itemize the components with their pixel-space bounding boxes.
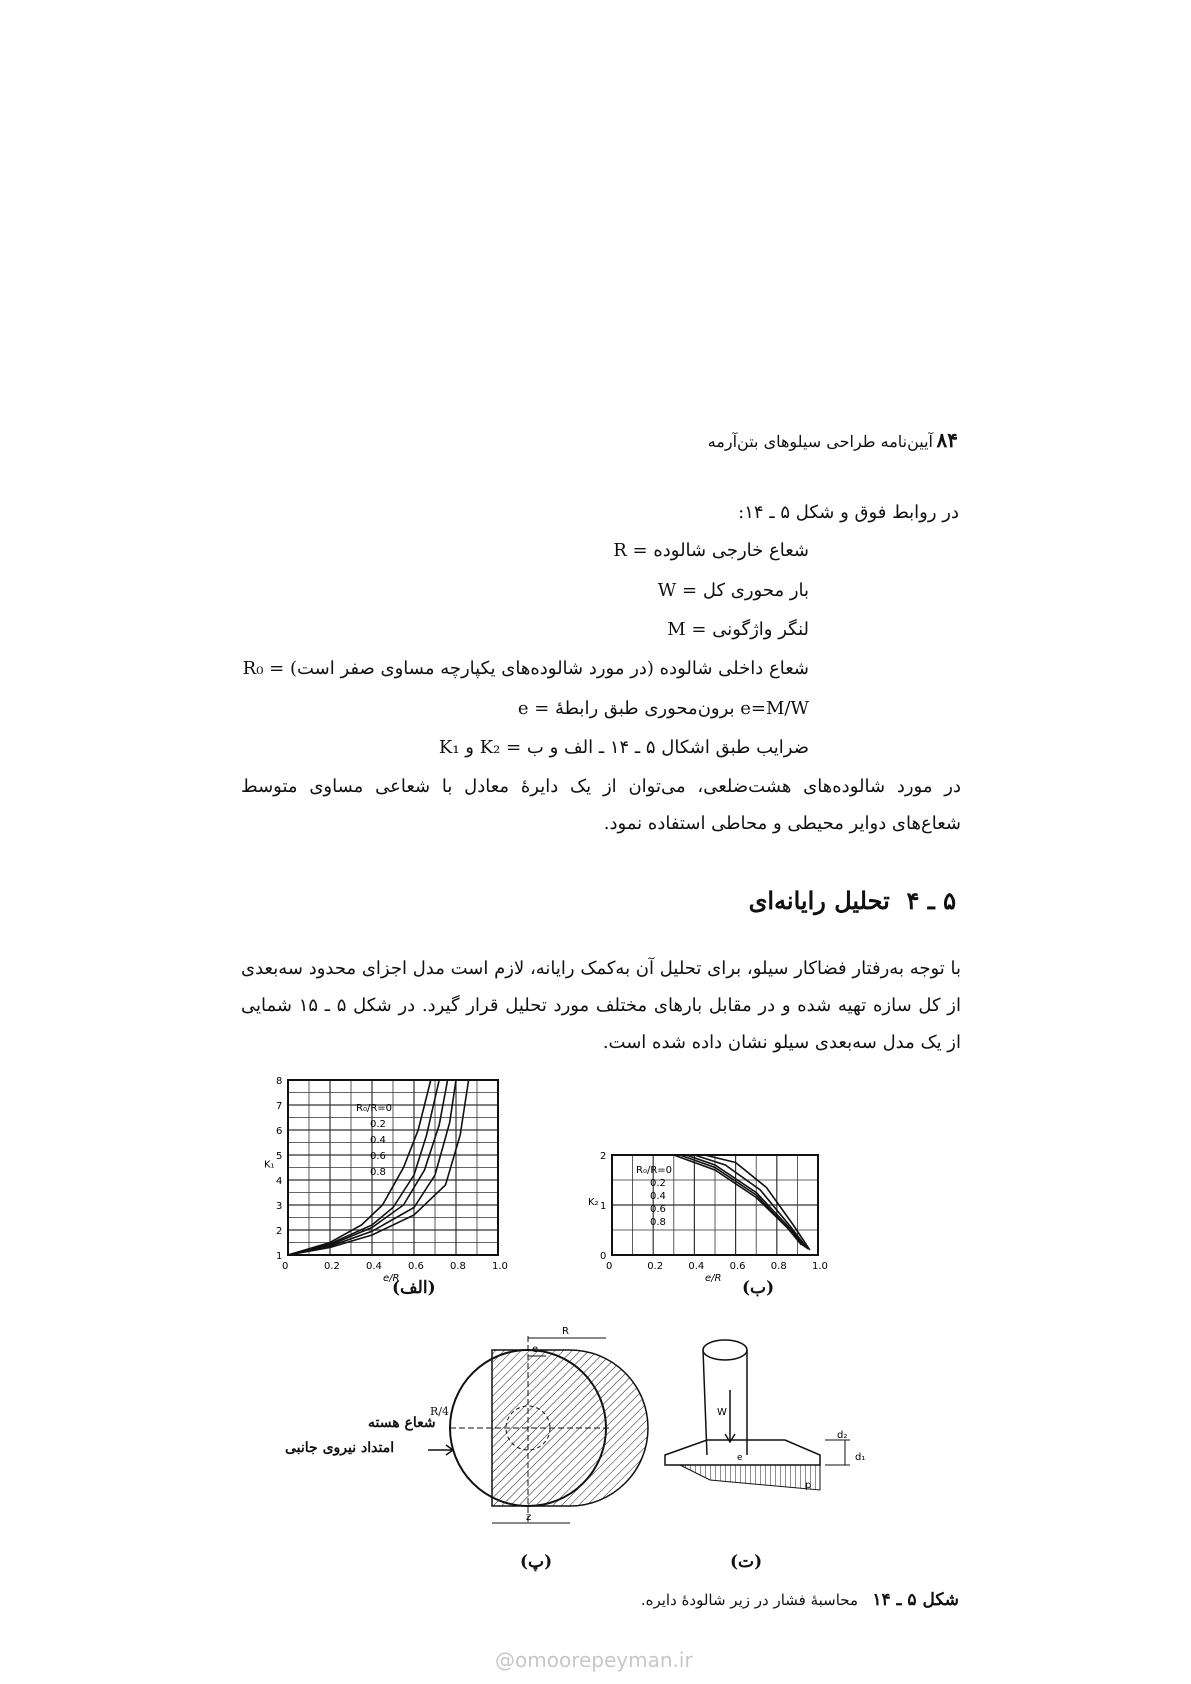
x-tick-label: 0.8 <box>770 1261 787 1272</box>
label-e: e <box>737 1453 743 1463</box>
at-icon: @ <box>495 1648 515 1672</box>
x-tick-label: 0.8 <box>450 1261 466 1272</box>
y-tick-label: 7 <box>276 1101 283 1112</box>
running-header-title: آیین‌نامه طراحی سیلوهای بتن‌آرمه <box>707 432 933 451</box>
figure-caption <box>641 1590 959 1610</box>
definition-K: K₁ و K₂ = ضرایب طبق اشکال ۵ ـ ۱۴ ـ الف و ب <box>438 737 809 758</box>
x-tick-label: 0 <box>282 1261 289 1272</box>
chart-k2 <box>588 1135 870 1300</box>
footing-section-diagram <box>665 1330 880 1525</box>
y-tick-label: 8 <box>276 1076 283 1087</box>
x-tick-label: 0.2 <box>324 1261 340 1272</box>
legend-label: R₀/R=0 <box>636 1165 673 1176</box>
panel-label-d: (ت) <box>730 1552 763 1572</box>
y-tick-label: 4 <box>276 1176 283 1187</box>
x-tick-label: 1.0 <box>492 1261 508 1272</box>
paragraph-octagonal: در مورد شالوده‌های هشت‌ضلعی، می‌توان از یک دایرهٔ معادل با شعاعی مساوی متوسط شعاع‌های دوایر محیطی و محاطی استفاده نمود. <box>241 776 961 834</box>
lateral-force-annotation: امتداد نیروی جانبی <box>285 1440 395 1456</box>
section-number: ۵ ـ ۴ <box>906 886 956 915</box>
y-tick-label: 0 <box>600 1251 607 1262</box>
y-tick-label: 3 <box>276 1201 283 1212</box>
definition-e: e = برون‌محوری طبق رابطهٔ e=M/W <box>517 698 809 719</box>
lateral-arrow-icon <box>426 1440 456 1460</box>
label-p: p <box>805 1480 812 1491</box>
x-tick-label: 0.6 <box>408 1261 424 1272</box>
paragraph-computer-analysis: با توجه به‌رفتار فضاکار سیلو، برای تحلیل آن به‌کمک رایانه، لازم است مدل اجزای محدود سه‌بعدی از کل سازه تهیه شده و در مقابل بارهای مختلف مورد تحلیل قرار گیرد. در شکل ۵ ـ ۱۵ شمایی از یک مدل سه‌بعدی سیلو نشان داده شده است. <box>241 958 962 1053</box>
definition-W: W = بار محوری کل <box>657 580 809 601</box>
dim-z: z <box>526 1512 532 1523</box>
figure-caption-number: شکل ۵ ـ ۱۴ <box>872 1590 959 1610</box>
legend-label: 0.6 <box>370 1151 386 1162</box>
panel-label-b: (ب) <box>742 1278 775 1298</box>
x-tick-label: 0.4 <box>366 1261 382 1272</box>
intro-line: در روابط فوق و شکل ۵ ـ ۱۴: <box>738 502 959 523</box>
legend-label: 0.6 <box>650 1204 666 1215</box>
x-tick-label: 0 <box>606 1261 613 1272</box>
panel-label-c: (پ) <box>520 1552 553 1572</box>
x-axis-label: e/R <box>383 1273 400 1284</box>
core-radius-fraction: R/4 <box>430 1405 449 1418</box>
x-tick-label: 0.4 <box>688 1261 705 1272</box>
label-d2: d₂ <box>837 1430 848 1441</box>
series-line <box>686 1155 805 1248</box>
silo-top <box>703 1340 747 1360</box>
series-line <box>680 1155 804 1246</box>
series-line <box>674 1155 802 1245</box>
label-W: W <box>717 1407 727 1418</box>
label-d1: d₁ <box>855 1452 866 1463</box>
x-tick-label: 1.0 <box>812 1261 828 1272</box>
definition-R0: R₀ = شعاع داخلی شالوده (در مورد شالوده‌های یکپارچه مساوی صفر است) <box>242 658 809 679</box>
section-heading <box>749 886 956 915</box>
pressure-diagram <box>680 1465 820 1490</box>
section-title: تحلیل رایانه‌ای <box>748 886 890 915</box>
x-axis-label: e/R <box>705 1273 722 1284</box>
core-radius-annotation: شعاع هسته <box>368 1415 436 1431</box>
page-number: ۸۴ <box>936 428 958 452</box>
footing-plan-diagram <box>450 1328 615 1573</box>
legend-label: 0.4 <box>370 1135 386 1146</box>
y-tick-label: 6 <box>276 1126 283 1137</box>
watermark-text: @omoorepeyman.ir <box>495 1648 693 1672</box>
dim-R: R <box>562 1326 569 1337</box>
x-tick-label: 0.6 <box>729 1261 746 1272</box>
legend-label: 0.2 <box>370 1119 386 1130</box>
dim-e: e <box>532 1344 539 1355</box>
y-axis-label: K₁ <box>264 1159 275 1171</box>
y-tick-label: 2 <box>276 1226 283 1237</box>
y-tick-label: 5 <box>276 1151 283 1162</box>
y-tick-label: 1 <box>600 1201 607 1212</box>
figure-caption-text: محاسبهٔ فشار در زیر شالودهٔ دایره. <box>640 1591 859 1609</box>
x-tick-label: 0.2 <box>647 1261 664 1272</box>
panel-label-a: (الف) <box>392 1278 436 1298</box>
y-axis-label: K₂ <box>588 1197 599 1208</box>
legend-label: 0.8 <box>370 1167 386 1178</box>
legend-label: 0.8 <box>650 1217 666 1228</box>
legend-label: 0.2 <box>650 1178 666 1189</box>
y-tick-label: 1 <box>276 1251 283 1262</box>
legend-label: 0.4 <box>650 1191 666 1202</box>
chart-k1 <box>264 1075 560 1300</box>
y-tick-label: 2 <box>600 1151 607 1162</box>
definition-R: R = شعاع خارجی شالوده <box>613 540 809 561</box>
definition-M: M = لنگر واژگونی <box>667 619 809 640</box>
legend-label: R₀/R=0 <box>356 1103 393 1114</box>
